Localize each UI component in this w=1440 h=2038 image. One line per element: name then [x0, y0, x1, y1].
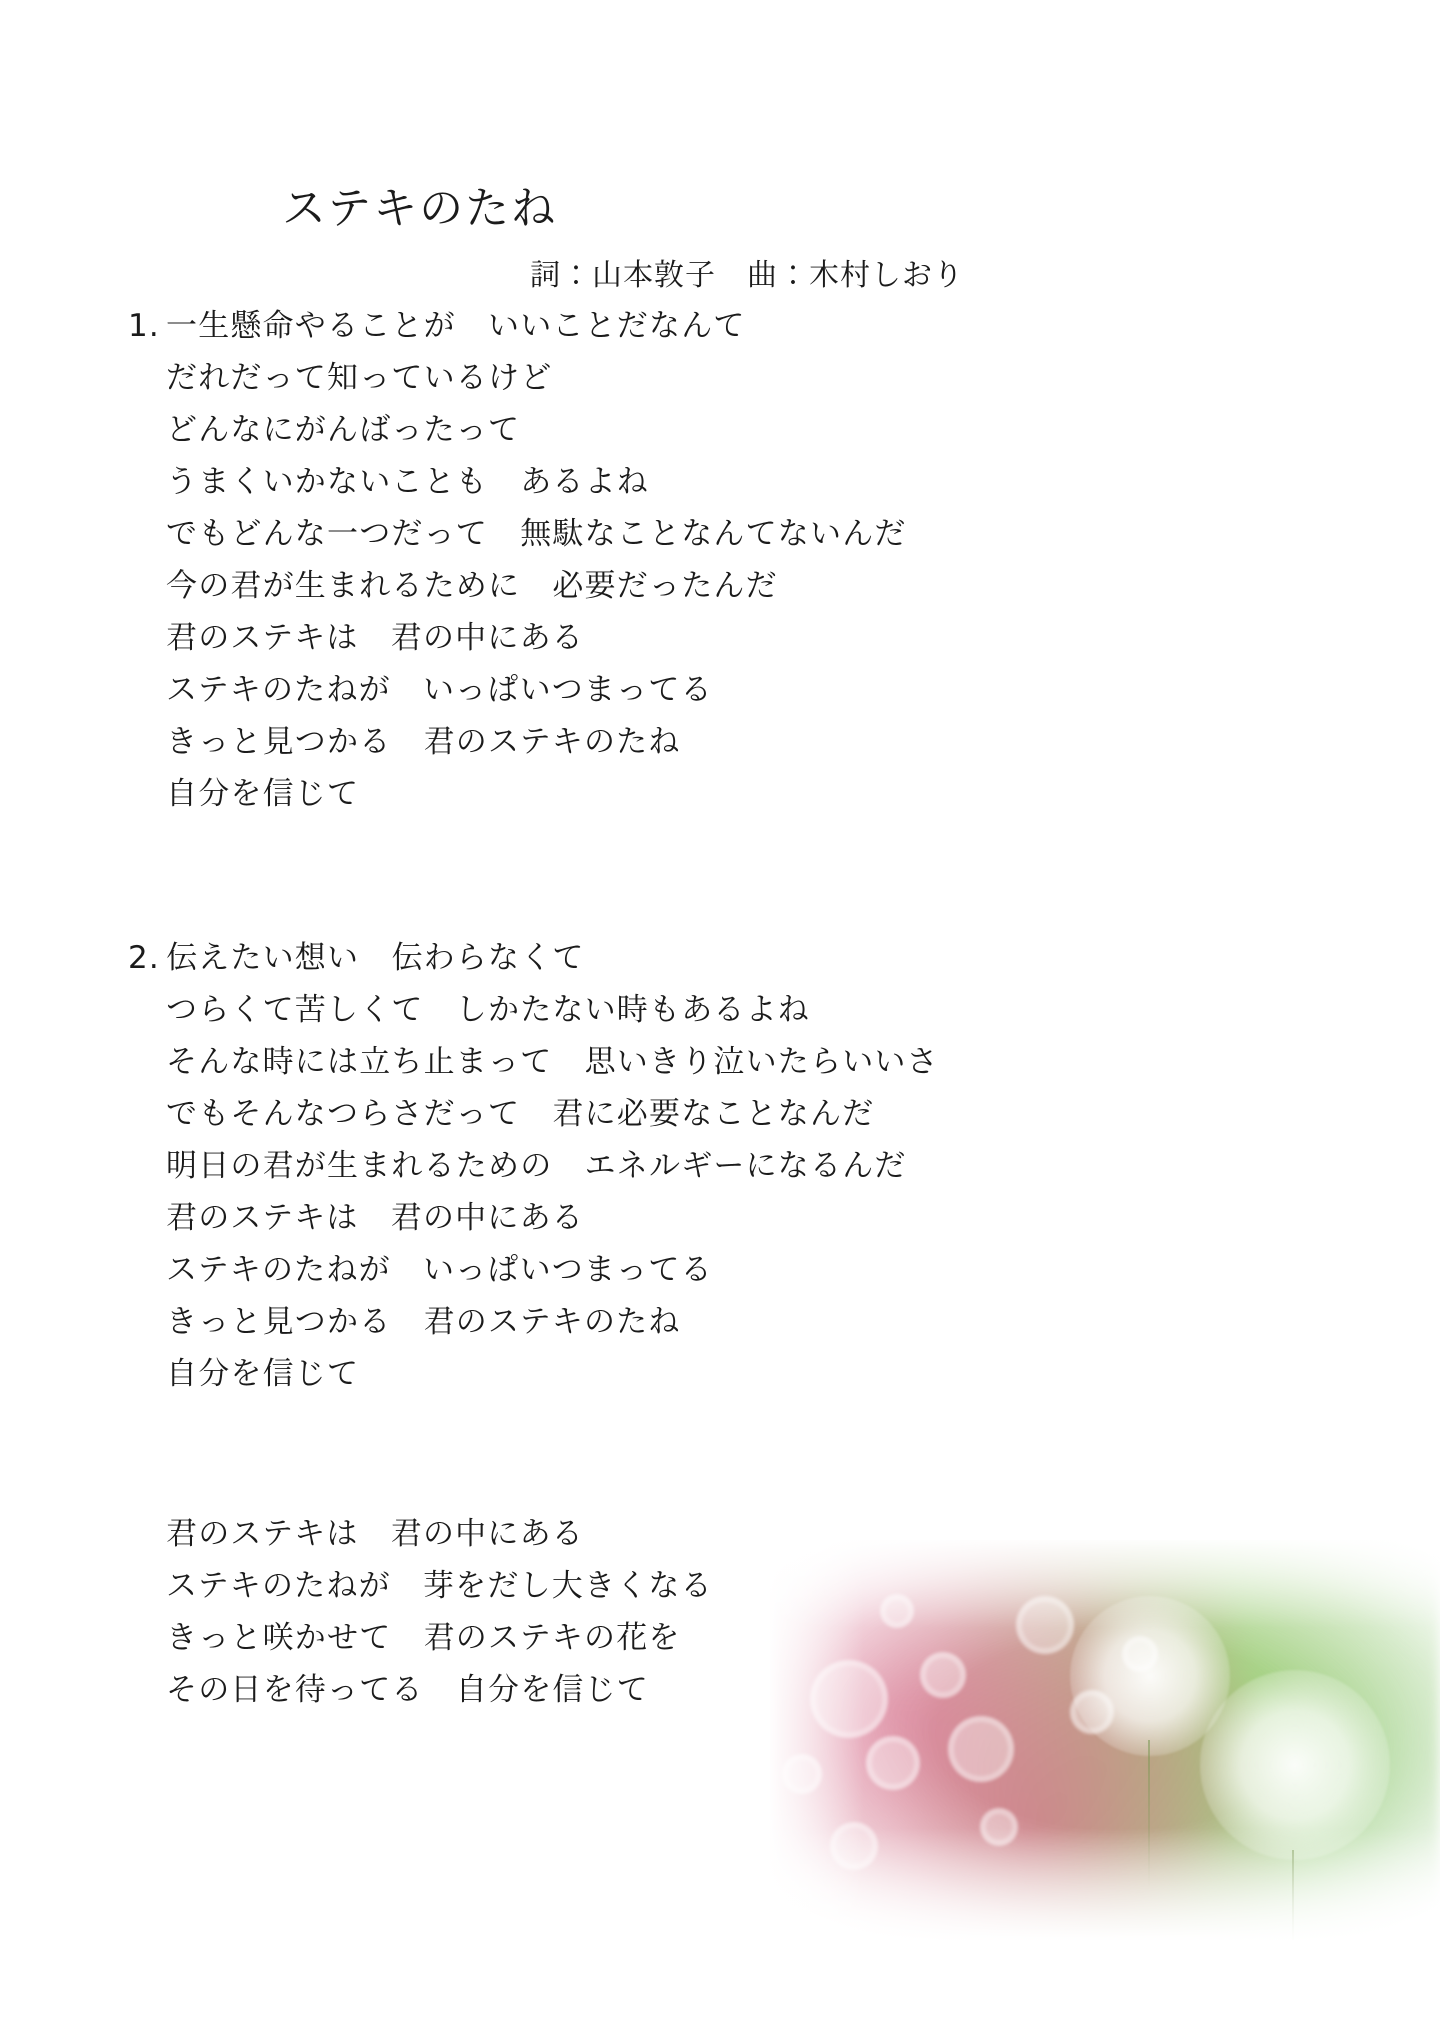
- verse-block-1: [128, 300, 1408, 820]
- verse-number: 1.: [128, 308, 160, 344]
- bokeh-circle: [782, 1754, 822, 1794]
- lyric-line: だれだって知っているけど: [166, 360, 553, 396]
- bokeh-circle: [948, 1716, 1014, 1782]
- lyric-line: きっと見つかる 君のステキのたね: [166, 724, 681, 760]
- page-title: ステキのたね: [282, 183, 558, 234]
- lyric-line: うまくいかないことも あるよね: [166, 464, 649, 500]
- bokeh-circle: [980, 1808, 1018, 1846]
- lyric-text: 伝えたい想い 伝わらなくて: [166, 940, 585, 976]
- lyric-line: [128, 932, 1408, 984]
- lyric-text: 一生懸命やることが いいことだなんて: [166, 308, 746, 344]
- lyric-line: 自分を信じて: [166, 776, 360, 812]
- verse-number: 2.: [128, 940, 160, 976]
- lyric-line: ステキのたねが いっぱいつまってる: [166, 672, 713, 708]
- lyric-line: その日を待ってる 自分を信じて: [166, 1672, 649, 1708]
- lyric-line: でもどんな一つだって 無駄なことなんてないんだ: [166, 516, 907, 552]
- bokeh-circle: [830, 1822, 878, 1870]
- lyric-line: きっと見つかる 君のステキのたね: [166, 1304, 681, 1340]
- lyric-line: でもそんなつらさだって 君に必要なことなんだ: [166, 1096, 875, 1132]
- lyric-line: きっと咲かせて 君のステキの花を: [166, 1620, 681, 1656]
- lyric-line: ステキのたねが 芽をだし大きくなる: [166, 1568, 713, 1604]
- verse-block-2: [128, 932, 1408, 1400]
- verse-block-3: [128, 1508, 1408, 1716]
- lyric-line: つらくて苦しくて しかたない時もあるよね: [166, 992, 810, 1028]
- lyric-line: ステキのたねが いっぱいつまってる: [166, 1252, 713, 1288]
- bokeh-circle: [866, 1736, 920, 1790]
- lyric-line: 今の君が生まれるために 必要だったんだ: [166, 568, 778, 604]
- lyric-line: [128, 300, 1408, 352]
- credits-line: 詞：山本敦子 曲：木村しおり: [530, 258, 964, 293]
- lyric-line: 君のステキは 君の中にある: [166, 620, 584, 656]
- lyric-line: 君のステキは 君の中にある: [166, 1200, 584, 1236]
- lyric-line: 君のステキは 君の中にある: [166, 1516, 584, 1552]
- dandelion-stem: [1148, 1740, 1150, 1890]
- lyric-line: そんな時には立ち止まって 思いきり泣いたらいいさ: [166, 1044, 939, 1080]
- lyric-line: 明日の君が生まれるための エネルギーになるんだ: [166, 1148, 907, 1184]
- lyric-line: どんなにがんばったって: [166, 412, 521, 448]
- lyric-line: 自分を信じて: [166, 1356, 360, 1392]
- dandelion-stem: [1292, 1850, 1294, 1940]
